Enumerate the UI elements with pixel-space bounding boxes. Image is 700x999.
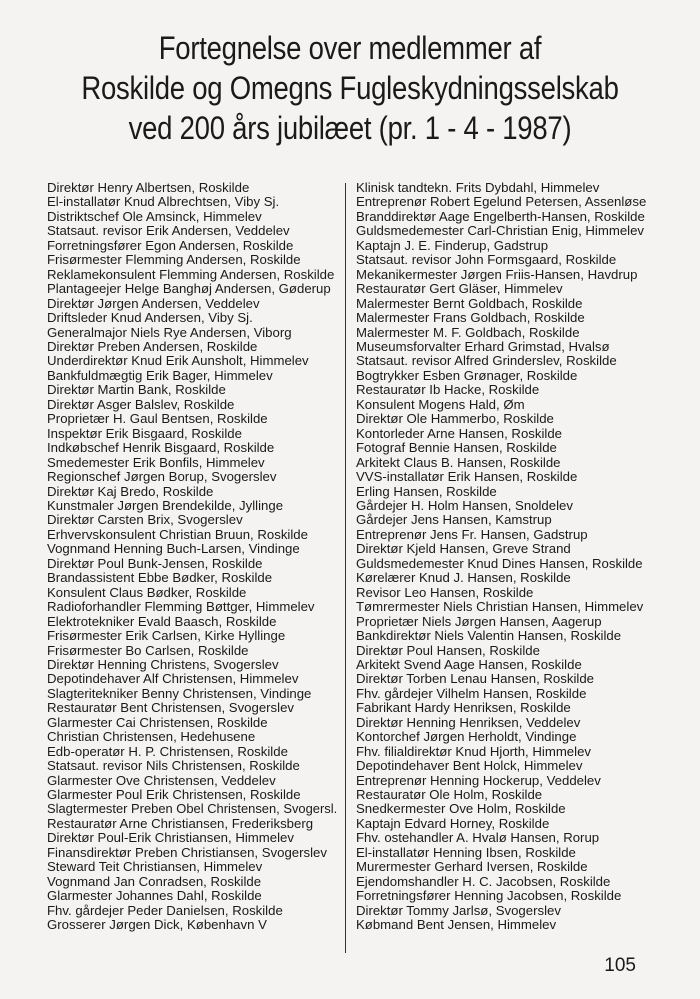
member-entry: Direktør Preben Andersen, Roskilde — [47, 338, 258, 354]
member-entry: Driftsleder Knud Andersen, Viby Sj. — [47, 310, 253, 326]
member-entry: Arkitekt Claus B. Hansen, Roskilde — [356, 454, 561, 470]
title-line-3: ved 200 års jubilæet (pr. 1 - 4 - 1987) — [128, 110, 572, 146]
member-entry: Direktør Kjeld Hansen, Greve Strand — [356, 541, 571, 557]
member-entry: Christian Christensen, Hedehusene — [47, 729, 256, 745]
member-entry: Frisørmester Flemming Andersen, Roskilde — [47, 252, 301, 268]
member-entry: Restauratør Ole Holm, Roskilde — [356, 787, 543, 803]
member-entry: Konsulent Claus Bødker, Roskilde — [47, 584, 247, 600]
member-entry: Edb-operatør H. P. Christensen, Roskilde — [47, 743, 288, 759]
member-list-right — [356, 181, 656, 933]
member-entry: Direktør Henning Christens, Svogerslev — [47, 656, 279, 672]
member-entry: Kontorchef Jørgen Herholdt, Vindinge — [356, 729, 577, 745]
member-entry: Direktør Jørgen Andersen, Veddelev — [47, 295, 260, 311]
member-entry: Fabrikant Hardy Henriksen, Roskilde — [356, 700, 571, 716]
member-entry: Direktør Tommy Jarlsø, Svogerslev — [356, 902, 561, 918]
title-line-2: Roskilde og Omegns Fugleskydningsselskab — [81, 70, 619, 106]
member-entry: Kørelærer Knud J. Hansen, Roskilde — [356, 570, 571, 586]
member-entry: Underdirektør Knud Erik Aunsholt, Himmelev — [47, 353, 309, 369]
member-entry: Guldsmedemester Knud Dines Hansen, Roskilde — [356, 555, 643, 571]
member-entry: Museumsforvalter Erhard Grimstad, Hvalsø — [356, 338, 610, 354]
member-entry: Direktør Ole Hammerbo, Roskilde — [356, 411, 554, 427]
member-entry: Konsulent Mogens Hald, Øm — [356, 396, 525, 412]
member-entry: Glarmester Johannes Dahl, Roskilde — [47, 888, 262, 904]
member-entry: Fhv. ostehandler A. Hvalø Hansen, Rorup — [356, 830, 600, 846]
member-entry: Erhvervskonsulent Christian Bruun, Roskilde — [47, 526, 308, 542]
member-entry: Malermester M. F. Goldbach, Roskilde — [356, 324, 580, 340]
member-entry: Finansdirektør Preben Christiansen, Svogerslev — [47, 844, 327, 860]
member-entry: Reklamekonsulent Flemming Andersen, Roskilde — [47, 266, 335, 282]
member-entry: Ejendomshandler H. C. Jacobsen, Roskilde — [356, 873, 611, 889]
member-entry: Kaptajn Edvard Horney, Roskilde — [356, 815, 550, 831]
member-entry: Vognmand Henning Buch-Larsen, Vindinge — [47, 541, 300, 557]
member-entry: Direktør Torben Lenau Hansen, Roskilde — [356, 671, 594, 687]
member-entry: Radioforhandler Flemming Bøttger, Himmelev — [47, 599, 315, 615]
member-entry: Forretningsfører Henning Jacobsen, Roskilde — [356, 888, 622, 904]
member-entry: Fhv. gårdejer Peder Danielsen, Roskilde — [47, 902, 283, 918]
member-entry: Bogtrykker Esben Grønager, Roskilde — [356, 367, 578, 383]
member-entry: Frisørmester Erik Carlsen, Kirke Hyllinge — [47, 628, 286, 644]
member-entry: Generalmajor Niels Rye Andersen, Viborg — [47, 324, 292, 340]
member-entry: Guldsmedemester Carl-Christian Enig, Himmelev — [356, 223, 645, 239]
member-entry: Bankdirektør Niels Valentin Hansen, Roskilde — [356, 628, 622, 644]
member-entry: Direktør Poul Hansen, Roskilde — [356, 642, 540, 658]
member-entry: Statsaut. revisor Nils Christensen, Roskilde — [47, 758, 300, 774]
member-entry: Entreprenør Robert Egelund Petersen, Assenløse — [356, 194, 647, 210]
member-entry: Direktør Henry Albertsen, Roskilde — [47, 180, 250, 195]
member-entry: Fotograf Bennie Hansen, Roskilde — [356, 440, 557, 456]
title-line-1: Fortegnelse over medlemmer af — [158, 30, 542, 66]
member-entry: Tømrermester Niels Christian Hansen, Himmelev — [356, 599, 644, 615]
member-entry: Restauratør Bent Christensen, Svogerslev — [47, 700, 295, 716]
member-entry: Entreprenør Jens Fr. Hansen, Gadstrup — [356, 526, 588, 542]
member-entry: Inspektør Erik Bisgaard, Roskilde — [47, 425, 242, 441]
member-entry: Kunstmaler Jørgen Brendekilde, Jyllinge — [47, 497, 284, 513]
member-entry: Murermester Gerhard Iversen, Roskilde — [356, 859, 588, 875]
member-entry: Restauratør Arne Christiansen, Frederiksberg — [47, 815, 314, 831]
member-entry: Statsaut. revisor Erik Andersen, Veddelev — [47, 223, 290, 239]
member-entry: Glarmester Poul Erik Christensen, Roskilde — [47, 787, 301, 803]
member-entry: Bankfuldmægtig Erik Bager, Himmelev — [47, 367, 273, 383]
member-entry: Elektrotekniker Evald Baasch, Roskilde — [47, 613, 277, 629]
member-entry: Købmand Bent Jensen, Himmelev — [356, 917, 557, 933]
member-entry: Forretningsfører Egon Andersen, Roskilde — [47, 237, 294, 253]
member-entry: Erling Hansen, Roskilde — [356, 483, 497, 499]
member-entry: Statsaut. revisor Alfred Grinderslev, Roskilde — [356, 353, 617, 369]
member-entry: Revisor Leo Hansen, Roskilde — [356, 584, 534, 600]
member-entry: Frisørmester Bo Carlsen, Roskilde — [47, 642, 249, 658]
member-entry: Distriktschef Ole Amsinck, Himmelev — [47, 208, 262, 224]
member-entry: Brandassistent Ebbe Bødker, Roskilde — [47, 570, 273, 586]
member-entry: Direktør Poul-Erik Christiansen, Himmelev — [47, 830, 294, 846]
member-entry: El-installatør Knud Albrechtsen, Viby Sj. — [47, 194, 280, 210]
member-entry: Smedemester Erik Bonfils, Himmelev — [47, 454, 265, 470]
page-number: 105 — [604, 955, 636, 976]
member-entry: Glarmester Cai Christensen, Roskilde — [47, 714, 268, 730]
member-entry: Direktør Carsten Brix, Svogerslev — [47, 512, 243, 528]
member-entry: Indkøbschef Henrik Bisgaard, Roskilde — [47, 440, 275, 456]
member-entry: Proprietær H. Gaul Bentsen, Roskilde — [47, 411, 268, 427]
member-entry: Slagteritekniker Benny Christensen, Vindinge — [47, 685, 312, 701]
member-entry: Gårdejer Jens Hansen, Kamstrup — [356, 512, 552, 528]
member-entry: Gårdejer H. Holm Hansen, Snoldelev — [356, 497, 573, 513]
member-entry: Direktør Martin Bank, Roskilde — [47, 382, 226, 398]
member-entry: Direktør Asger Balslev, Roskilde — [47, 396, 235, 412]
member-entry: Steward Teit Christiansen, Himmelev — [47, 859, 263, 875]
member-entry: Depotindehaver Alf Christensen, Himmelev — [47, 671, 299, 687]
member-entry: Branddirektør Aage Engelberth-Hansen, Roskilde — [356, 208, 645, 224]
member-entry: Mekanikermester Jørgen Friis-Hansen, Havdrup — [356, 266, 638, 282]
member-entry: Slagtermester Preben Obel Christensen, Svogersl. — [47, 801, 338, 817]
member-entry: Plantageejer Helge Banghøj Andersen, Gøderup — [47, 281, 331, 297]
member-entry: Kontorleder Arne Hansen, Roskilde — [356, 425, 562, 441]
member-entry: Vognmand Jan Conradsen, Roskilde — [47, 873, 262, 889]
member-entry: VVS-installatør Erik Hansen, Roskilde — [356, 469, 578, 485]
column-divider — [345, 183, 346, 953]
member-entry: Klinisk tandtekn. Frits Dybdahl, Himmelev — [356, 180, 600, 195]
member-entry: Malermester Frans Goldbach, Roskilde — [356, 310, 585, 326]
member-entry: Fhv. filialdirektør Knud Hjorth, Himmelev — [356, 743, 591, 759]
member-entry: Malermester Bernt Goldbach, Roskilde — [356, 295, 583, 311]
member-entry: Statsaut. revisor John Formsgaard, Roskilde — [356, 252, 617, 268]
member-entry: Snedkermester Ove Holm, Roskilde — [356, 801, 566, 817]
member-entry: Kaptajn J. E. Finderup, Gadstrup — [356, 237, 549, 253]
member-entry: El-installatør Henning Ibsen, Roskilde — [356, 844, 576, 860]
member-entry: Restauratør Gert Gläser, Himmelev — [356, 281, 563, 297]
member-entry: Regionschef Jørgen Borup, Svogerslev — [47, 469, 277, 485]
member-entry: Restauratør Ib Hacke, Roskilde — [356, 382, 540, 398]
member-entry: Entreprenør Henning Hockerup, Veddelev — [356, 772, 601, 788]
member-entry: Glarmester Ove Christensen, Veddelev — [47, 772, 276, 788]
member-entry: Arkitekt Svend Aage Hansen, Roskilde — [356, 656, 582, 672]
member-entry: Grosserer Jørgen Dick, København V — [47, 917, 267, 933]
page-title — [49, 28, 651, 148]
member-entry: Depotindehaver Bent Holck, Himmelev — [356, 758, 583, 774]
member-entry: Direktør Henning Henriksen, Veddelev — [356, 714, 581, 730]
member-entry: Fhv. gårdejer Vilhelm Hansen, Roskilde — [356, 685, 587, 701]
member-entry: Direktør Kaj Bredo, Roskilde — [47, 483, 214, 499]
member-list-left — [47, 181, 337, 933]
member-entry: Direktør Poul Bunk-Jensen, Roskilde — [47, 555, 263, 571]
member-entry: Proprietær Niels Jørgen Hansen, Aagerup — [356, 613, 602, 629]
